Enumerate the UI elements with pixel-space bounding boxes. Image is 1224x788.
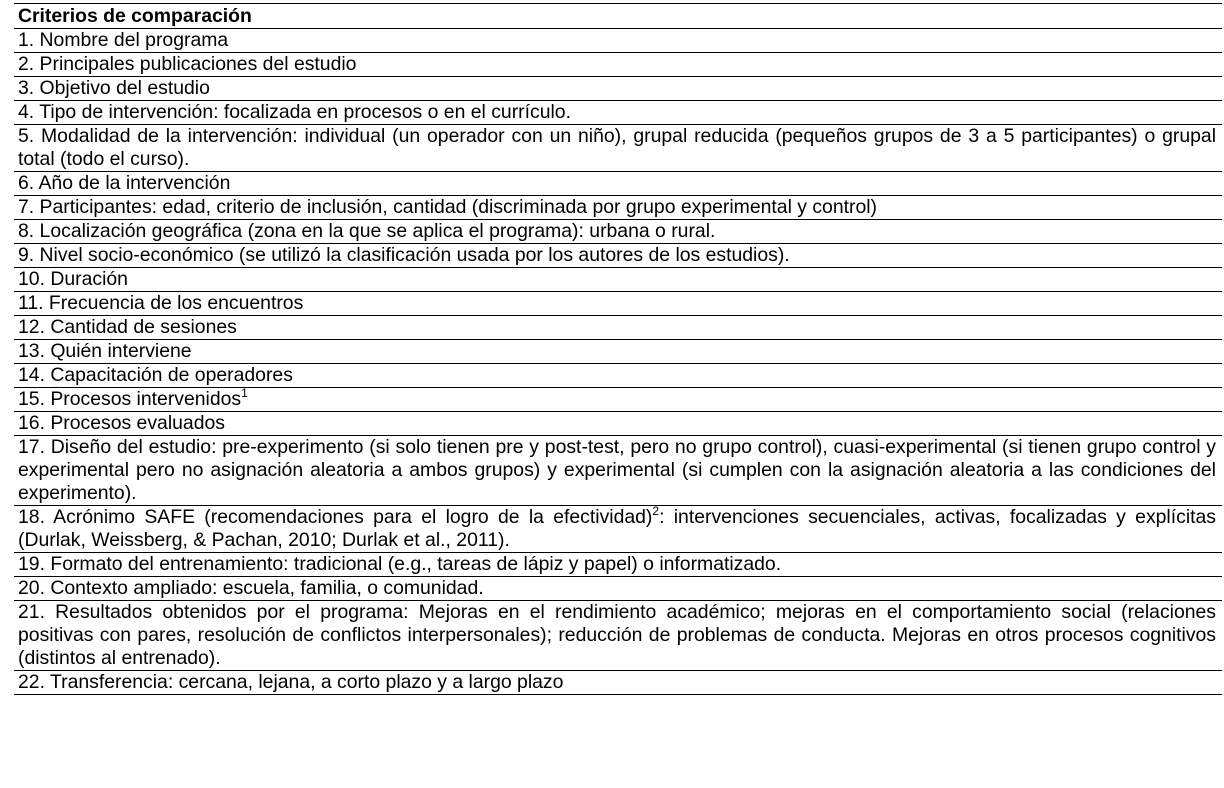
criterion-cell xyxy=(14,340,1222,364)
criterion-cell xyxy=(14,196,1222,220)
table-row xyxy=(14,601,1222,671)
criterion-cell xyxy=(14,29,1222,53)
table-header: Criterios de comparación xyxy=(14,4,1222,29)
criterion-cell xyxy=(14,125,1222,172)
criterion-cell xyxy=(14,506,1222,553)
criterion-cell xyxy=(14,172,1222,196)
criterion-text: 6. Año de la intervención xyxy=(18,172,231,194)
table-row xyxy=(14,220,1222,244)
criterion-text: 3. Objetivo del estudio xyxy=(18,77,210,99)
table-row xyxy=(14,316,1222,340)
table-row xyxy=(14,172,1222,196)
table-row xyxy=(14,101,1222,125)
criterion-text-continued: : intervenciones secuenciales, activas, focalizadas y explícitas (Durlak, Weissberg, & Pachan, 2010; Durlak et al., 2011). xyxy=(18,506,1216,551)
table-row xyxy=(14,436,1222,506)
footnote-marker: 1 xyxy=(241,386,248,400)
criterion-cell xyxy=(14,244,1222,268)
criterion-cell xyxy=(14,364,1222,388)
criterion-text: 2. Principales publicaciones del estudio xyxy=(18,53,357,75)
criterion-text: 14. Capacitación de operadores xyxy=(18,364,293,386)
criterion-cell xyxy=(14,553,1222,577)
criterion-cell xyxy=(14,412,1222,436)
table-row xyxy=(14,671,1222,695)
criterion-text: 1. Nombre del programa xyxy=(18,29,229,51)
table-row xyxy=(14,506,1222,553)
table-row xyxy=(14,77,1222,101)
criterion-text: 7. Participantes: edad, criterio de inclusión, cantidad (discriminada por grupo experimental y control) xyxy=(18,196,878,218)
criterion-text: 4. Tipo de intervención: focalizada en procesos o en el currículo. xyxy=(18,101,571,123)
criterion-text: 15. Procesos intervenidos xyxy=(18,388,242,410)
table-header-row xyxy=(14,4,1222,29)
criterion-text: 8. Localización geográfica (zona en la que se aplica el programa): urbana o rural. xyxy=(18,220,716,242)
criterion-text: 18. Acrónimo SAFE (recomendaciones para el logro de la efectividad) xyxy=(18,506,653,528)
criterion-text: 19. Formato del entrenamiento: tradicional (e.g., tareas de lápiz y papel) o informatizado. xyxy=(18,553,782,575)
footnote-marker: 2 xyxy=(652,504,660,518)
table-row xyxy=(14,29,1222,53)
table-row xyxy=(14,388,1222,412)
table-row xyxy=(14,53,1222,77)
criterion-text: 9. Nivel socio-económico (se utilizó la clasificación usada por los autores de los estudios). xyxy=(18,244,790,266)
criterion-cell xyxy=(14,601,1222,671)
table-row xyxy=(14,340,1222,364)
criterion-text: 21. Resultados obtenidos por el programa: Mejoras en el rendimiento académico; mejoras en el comportamiento social (relaciones positivas con pares, resolución de conflictos interpersonales); reducción de problemas de conducta. Mejoras en otros procesos cognitivos (distintos al entrenado). xyxy=(18,601,1216,669)
table-row xyxy=(14,196,1222,220)
criteria-table-container xyxy=(14,3,1222,695)
criterion-cell xyxy=(14,77,1222,101)
table-body xyxy=(14,29,1222,695)
criterion-cell xyxy=(14,292,1222,316)
table-row xyxy=(14,244,1222,268)
criterion-text: 22. Transferencia: cercana, lejana, a corto plazo y a largo plazo xyxy=(18,671,564,693)
table-row xyxy=(14,292,1222,316)
table-row xyxy=(14,125,1222,172)
criterion-cell xyxy=(14,53,1222,77)
criterion-text: 12. Cantidad de sesiones xyxy=(18,316,237,338)
criterion-cell xyxy=(14,671,1222,695)
table-row xyxy=(14,268,1222,292)
criterion-cell xyxy=(14,268,1222,292)
criterion-text: 20. Contexto ampliado: escuela, familia, o comunidad. xyxy=(18,577,484,599)
criterion-cell xyxy=(14,220,1222,244)
criterion-cell xyxy=(14,101,1222,125)
criterion-text: 16. Procesos evaluados xyxy=(18,412,225,434)
criterion-text: 5. Modalidad de la intervención: individual (un operador con un niño), grupal reducida (pequeños grupos de 3 a 5 participantes) o grupal total (todo el curso). xyxy=(18,125,1216,170)
table-row xyxy=(14,412,1222,436)
criterion-text: 11. Frecuencia de los encuentros xyxy=(18,292,304,314)
criteria-table xyxy=(14,3,1222,695)
criterion-cell xyxy=(14,388,1222,412)
criterion-text: 10. Duración xyxy=(18,268,128,290)
criterion-text: 17. Diseño del estudio: pre-experimento (si solo tienen pre y post-test, pero no grupo control), cuasi-experimental (si tienen grupo control y experimental pero no asignación aleatoria a ambos grupos) y experimental (si cumplen con la asignación aleatoria a las condiciones del experimento). xyxy=(18,436,1216,504)
criterion-cell xyxy=(14,577,1222,601)
criterion-cell xyxy=(14,436,1222,506)
table-row xyxy=(14,364,1222,388)
table-row xyxy=(14,577,1222,601)
criterion-cell xyxy=(14,316,1222,340)
criterion-text: 13. Quién interviene xyxy=(18,340,192,362)
table-row xyxy=(14,553,1222,577)
